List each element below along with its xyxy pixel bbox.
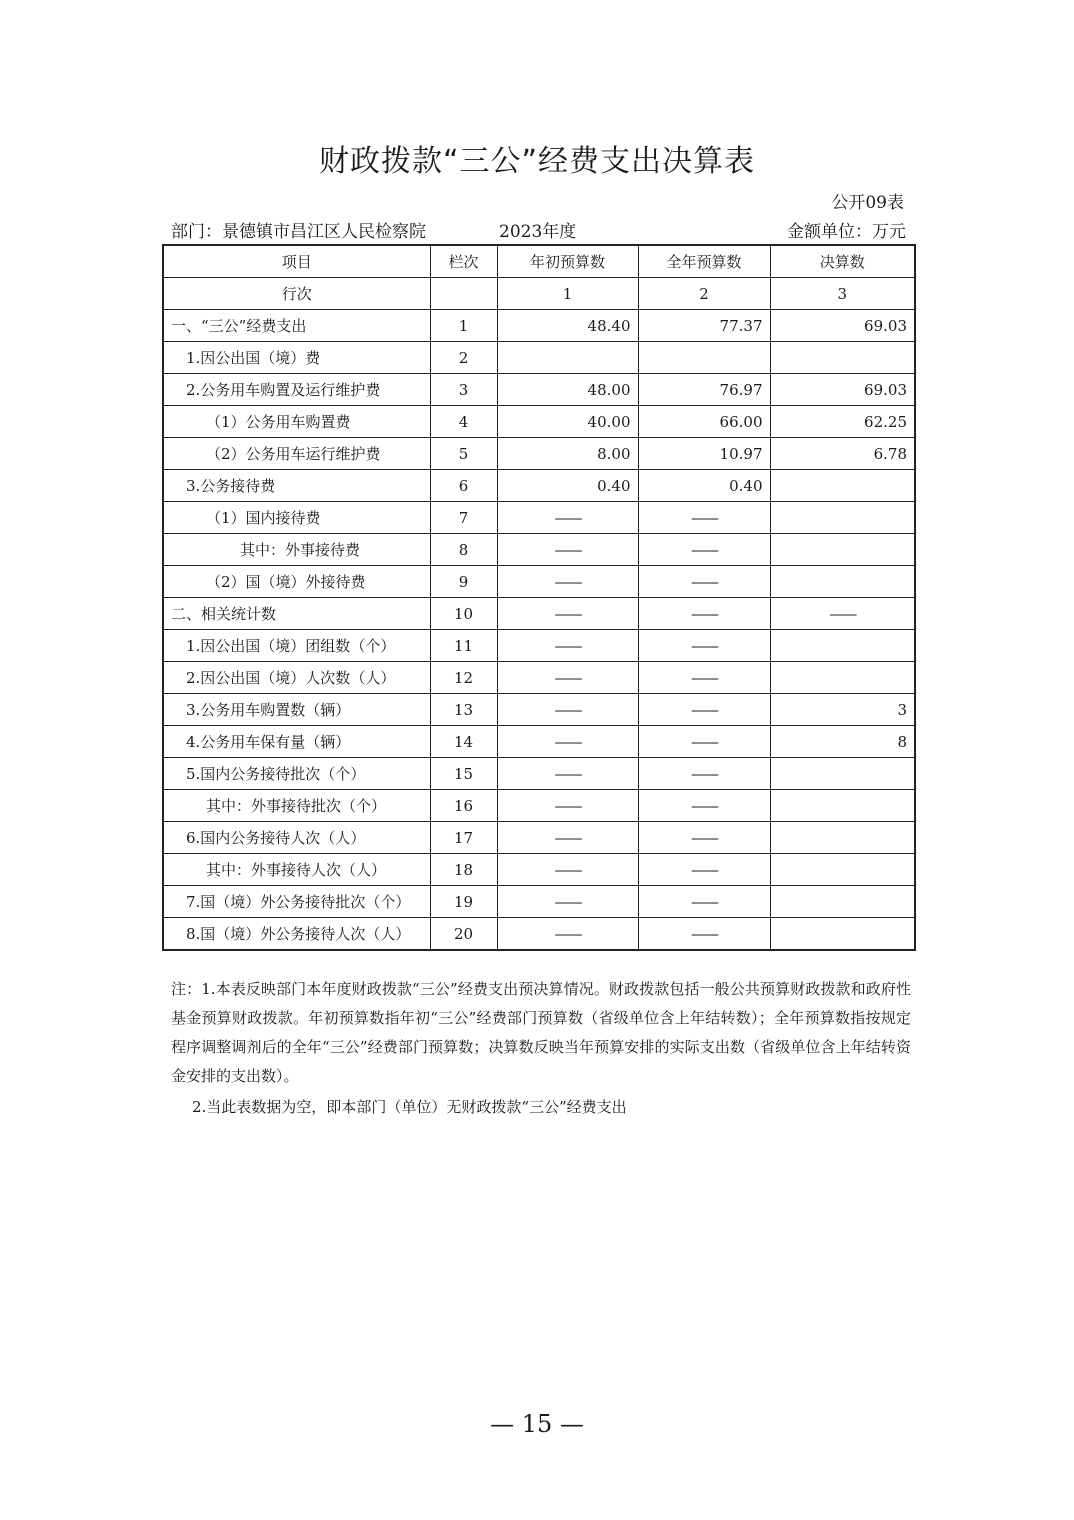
row-final-account bbox=[770, 662, 915, 694]
row-final-account bbox=[770, 502, 915, 534]
row-initial-budget: 40.00 bbox=[497, 406, 638, 438]
row-initial-budget: —— bbox=[497, 694, 638, 726]
row-final-account: 8 bbox=[770, 726, 915, 758]
row-item-label: 3.公务接待费 bbox=[163, 470, 430, 502]
row-annual-budget: —— bbox=[638, 918, 770, 951]
table-row bbox=[163, 758, 915, 790]
row-line-number: 14 bbox=[430, 726, 497, 758]
table-row bbox=[163, 502, 915, 534]
meta-row bbox=[171, 217, 906, 241]
row-item-label: 其中：外事接待人次（人） bbox=[163, 854, 430, 886]
row-annual-budget: —— bbox=[638, 694, 770, 726]
row-line-number: 9 bbox=[430, 566, 497, 598]
row-line-number: 12 bbox=[430, 662, 497, 694]
row-item-label: 2.因公出国（境）人次数（人） bbox=[163, 662, 430, 694]
row-line-number: 10 bbox=[430, 598, 497, 630]
row-annual-budget: —— bbox=[638, 854, 770, 886]
subheader-col2: 2 bbox=[638, 278, 770, 310]
row-item-label: 8.国（境）外公务接待人次（人） bbox=[163, 918, 430, 951]
row-line-number: 2 bbox=[430, 342, 497, 374]
row-line-number: 4 bbox=[430, 406, 497, 438]
row-annual-budget: —— bbox=[638, 822, 770, 854]
header-final-account: 决算数 bbox=[770, 245, 915, 278]
row-final-account bbox=[770, 918, 915, 951]
note-2: 2.当此表数据为空，即本部门（单位）无财政拨款“三公”经费支出 bbox=[192, 1098, 627, 1116]
row-annual-budget: 0.40 bbox=[638, 470, 770, 502]
row-initial-budget: 8.00 bbox=[497, 438, 638, 470]
table-row bbox=[163, 566, 915, 598]
row-final-account bbox=[770, 534, 915, 566]
page-number: — 15 — bbox=[490, 1410, 584, 1438]
row-line-number: 1 bbox=[430, 310, 497, 342]
row-line-number: 3 bbox=[430, 374, 497, 406]
row-final-account: —— bbox=[770, 598, 915, 630]
row-final-account: 62.25 bbox=[770, 406, 915, 438]
header-line: 栏次 bbox=[430, 245, 497, 278]
row-initial-budget: —— bbox=[497, 854, 638, 886]
table-subheader-row bbox=[163, 278, 915, 310]
row-initial-budget: —— bbox=[497, 822, 638, 854]
row-annual-budget: —— bbox=[638, 726, 770, 758]
table-row bbox=[163, 726, 915, 758]
row-final-account bbox=[770, 886, 915, 918]
row-annual-budget: —— bbox=[638, 630, 770, 662]
row-item-label: 其中：外事接待费 bbox=[163, 534, 430, 566]
row-annual-budget: 76.97 bbox=[638, 374, 770, 406]
row-final-account bbox=[770, 566, 915, 598]
department-label: 部门：景德镇市昌江区人民检察院 bbox=[171, 222, 426, 242]
row-item-label: 4.公务用车保有量（辆） bbox=[163, 726, 430, 758]
subheader-col3: 3 bbox=[770, 278, 915, 310]
row-annual-budget: —— bbox=[638, 758, 770, 790]
table-row bbox=[163, 406, 915, 438]
row-annual-budget: —— bbox=[638, 534, 770, 566]
row-annual-budget: 66.00 bbox=[638, 406, 770, 438]
table-row bbox=[163, 598, 915, 630]
table-row bbox=[163, 918, 915, 951]
row-annual-budget: —— bbox=[638, 566, 770, 598]
table-row bbox=[163, 470, 915, 502]
row-final-account: 3 bbox=[770, 694, 915, 726]
row-item-label: 6.国内公务接待人次（人） bbox=[163, 822, 430, 854]
row-item-label: （1）公务用车购置费 bbox=[163, 406, 430, 438]
table-row bbox=[163, 534, 915, 566]
row-initial-budget: —— bbox=[497, 886, 638, 918]
row-initial-budget: 48.00 bbox=[497, 374, 638, 406]
row-item-label: 7.国（境）外公务接待批次（个） bbox=[163, 886, 430, 918]
row-initial-budget: —— bbox=[497, 534, 638, 566]
table-row bbox=[163, 438, 915, 470]
row-line-number: 6 bbox=[430, 470, 497, 502]
row-annual-budget: —— bbox=[638, 790, 770, 822]
row-item-label: 3.公务用车购置数（辆） bbox=[163, 694, 430, 726]
table-row bbox=[163, 790, 915, 822]
row-line-number: 5 bbox=[430, 438, 497, 470]
row-line-number: 17 bbox=[430, 822, 497, 854]
row-line-number: 20 bbox=[430, 918, 497, 951]
header-initial-budget: 年初预算数 bbox=[497, 245, 638, 278]
row-initial-budget: —— bbox=[497, 502, 638, 534]
row-line-number: 18 bbox=[430, 854, 497, 886]
row-final-account bbox=[770, 342, 915, 374]
row-line-number: 16 bbox=[430, 790, 497, 822]
row-item-label: 2.公务用车购置及运行维护费 bbox=[163, 374, 430, 406]
table-row bbox=[163, 854, 915, 886]
header-item: 项目 bbox=[163, 245, 430, 278]
row-item-label: 5.国内公务接待批次（个） bbox=[163, 758, 430, 790]
row-initial-budget: —— bbox=[497, 790, 638, 822]
row-final-account bbox=[770, 758, 915, 790]
row-final-account bbox=[770, 630, 915, 662]
row-line-number: 7 bbox=[430, 502, 497, 534]
row-annual-budget: —— bbox=[638, 598, 770, 630]
row-initial-budget: —— bbox=[497, 758, 638, 790]
row-item-label: （2）国（境）外接待费 bbox=[163, 566, 430, 598]
row-annual-budget: 10.97 bbox=[638, 438, 770, 470]
row-annual-budget: —— bbox=[638, 886, 770, 918]
row-final-account bbox=[770, 854, 915, 886]
row-line-number: 8 bbox=[430, 534, 497, 566]
row-line-number: 13 bbox=[430, 694, 497, 726]
row-item-label: 二、相关统计数 bbox=[163, 598, 430, 630]
row-initial-budget: 48.40 bbox=[497, 310, 638, 342]
row-initial-budget: —— bbox=[497, 598, 638, 630]
table-row bbox=[163, 630, 915, 662]
fiscal-year: 2023年度 bbox=[499, 222, 577, 242]
table-row bbox=[163, 662, 915, 694]
row-final-account bbox=[770, 822, 915, 854]
row-final-account: 6.78 bbox=[770, 438, 915, 470]
row-line-number: 15 bbox=[430, 758, 497, 790]
row-line-number: 11 bbox=[430, 630, 497, 662]
table-row bbox=[163, 374, 915, 406]
subheader-item: 行次 bbox=[163, 278, 430, 310]
table-row bbox=[163, 342, 915, 374]
table-header-row bbox=[163, 245, 915, 278]
table-row bbox=[163, 822, 915, 854]
table-row bbox=[163, 310, 915, 342]
row-final-account bbox=[770, 470, 915, 502]
row-initial-budget bbox=[497, 342, 638, 374]
row-final-account bbox=[770, 790, 915, 822]
row-item-label: 1.因公出国（境）团组数（个） bbox=[163, 630, 430, 662]
row-initial-budget: 0.40 bbox=[497, 470, 638, 502]
row-initial-budget: —— bbox=[497, 662, 638, 694]
row-line-number: 19 bbox=[430, 886, 497, 918]
row-item-label: （2）公务用车运行维护费 bbox=[163, 438, 430, 470]
row-initial-budget: —— bbox=[497, 726, 638, 758]
note-1: 注：1.本表反映部门本年度财政拨款“三公”经费支出预决算情况。财政拨款包括一般公共预算财政拨款和政府性基金预算财政拨款。年初预算数指年初“三公”经费部门预算数（省级单位含上年结转数）；全年预算数指按规定程序调整调剂后的全年“三公”经费部门预算数；决算数反映当年预算安排的实际支出数（省级单位含上年结转资金安排的支出数）。 bbox=[171, 980, 911, 1085]
three-public-expenses-table bbox=[162, 244, 916, 951]
row-annual-budget: —— bbox=[638, 662, 770, 694]
amount-unit: 金额单位：万元 bbox=[787, 222, 906, 242]
row-final-account: 69.03 bbox=[770, 374, 915, 406]
row-initial-budget: —— bbox=[497, 630, 638, 662]
row-initial-budget: —— bbox=[497, 566, 638, 598]
document-title: 财政拨款“三公”经费支出决算表 bbox=[318, 144, 756, 179]
row-annual-budget bbox=[638, 342, 770, 374]
subheader-line bbox=[430, 278, 497, 310]
row-item-label: 一、“三公”经费支出 bbox=[163, 310, 430, 342]
row-item-label: （1）国内接待费 bbox=[163, 502, 430, 534]
table-row bbox=[163, 694, 915, 726]
header-annual-budget: 全年预算数 bbox=[638, 245, 770, 278]
row-final-account: 69.03 bbox=[770, 310, 915, 342]
row-item-label: 1.因公出国（境）费 bbox=[163, 342, 430, 374]
table-code: 公开09表 bbox=[831, 193, 904, 213]
row-item-label: 其中：外事接待批次（个） bbox=[163, 790, 430, 822]
row-annual-budget: 77.37 bbox=[638, 310, 770, 342]
row-initial-budget: —— bbox=[497, 918, 638, 951]
row-annual-budget: —— bbox=[638, 502, 770, 534]
subheader-col1: 1 bbox=[497, 278, 638, 310]
table-row bbox=[163, 886, 915, 918]
